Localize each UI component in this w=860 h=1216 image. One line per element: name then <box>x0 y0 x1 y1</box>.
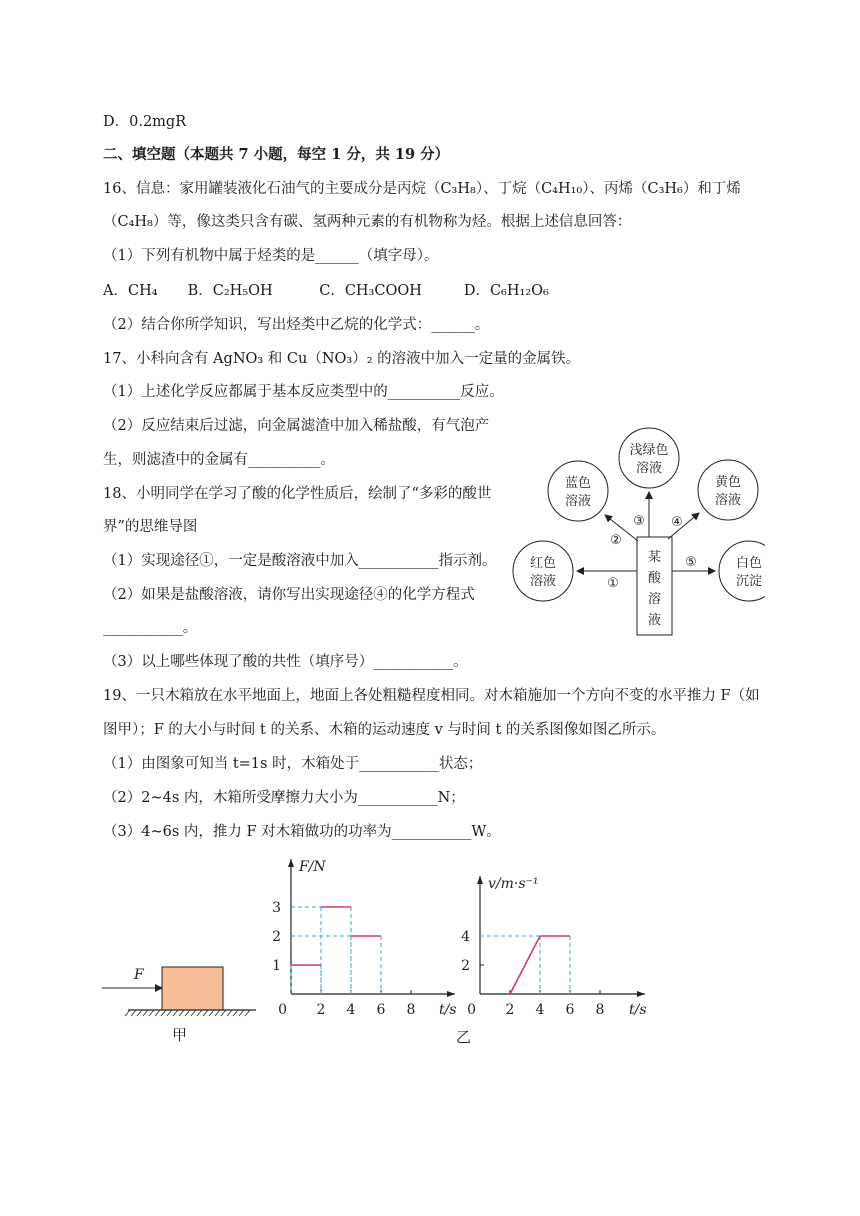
svg-text:红色: 红色 <box>529 556 557 571</box>
caption-jia: 甲 <box>172 1026 188 1044</box>
data-segment <box>510 936 540 994</box>
center-char-1: 某 <box>647 550 662 565</box>
center-char-4: 液 <box>647 613 662 628</box>
section-heading: 二、填空题（本题共 7 小题，每空 1 分，共 19 分） <box>103 146 450 163</box>
svg-text:白色: 白色 <box>735 556 763 571</box>
y-tick-label: 4 <box>461 929 470 945</box>
y-axis-label: F/N <box>299 859 326 875</box>
svg-text:浅绿色: 浅绿色 <box>629 443 669 458</box>
q17-part-2a: （2）反应结束后过滤，向金属滤渣中加入稀盐酸，有气泡产 <box>103 418 490 434</box>
x-axis-label: t/s <box>629 1002 647 1018</box>
svg-text:溶液: 溶液 <box>529 574 557 589</box>
y-tick-label: 2 <box>272 929 281 945</box>
q19-part-3: （3）4~6s 内，推力 F 对木箱做功的功率为___________W。 <box>103 824 501 840</box>
node-lightgreen-solution <box>619 428 679 488</box>
path-label-3: ③ <box>633 514 645 529</box>
q16-option-a: A．CH₄ <box>103 283 158 299</box>
q18-part-1: （1）实现途径①，一定是酸溶液中加入___________指示剂。 <box>103 553 497 569</box>
node-blue-solution <box>548 461 608 521</box>
svg-text:溶液: 溶液 <box>714 493 742 508</box>
svg-text:蓝色: 蓝色 <box>564 476 592 491</box>
y-tick-label: 1 <box>272 958 281 974</box>
velocity-time-graph <box>460 872 660 1025</box>
x-tick-label: 2 <box>316 1002 326 1018</box>
svg-text:沉淀: 沉淀 <box>735 574 763 589</box>
y-tick-label: 3 <box>272 900 281 916</box>
q19-stem-2: 图甲）；F 的大小与时间 t 的关系、木箱的运动速度 v 与时间 t 的关系图像如图乙所示。 <box>103 722 666 738</box>
q16-options <box>103 281 549 301</box>
x-tick-label: 8 <box>595 1002 605 1018</box>
node-yellow-solution <box>698 460 758 520</box>
path-label-4: ④ <box>671 515 683 530</box>
path-label-2: ② <box>610 533 622 548</box>
q17-part-2b: 生，则滤渣中的金属有__________。 <box>103 452 335 468</box>
acid-mind-map <box>505 425 765 640</box>
force-time-graph <box>270 855 460 1025</box>
q19-part-2: （2）2~4s 内，木箱所受摩擦力大小为___________N； <box>103 790 465 806</box>
q18-stem-1: 18、小明同学在学习了酸的化学性质后，绘制了“多彩的酸世 <box>103 486 492 502</box>
x-axis-label: t/s <box>439 1002 457 1018</box>
q17-stem: 17、小科向含有 AgNO₃ 和 Cu（NO₃）₂ 的溶液中加入一定量的金属铁。 <box>103 351 581 367</box>
x-tick-label: 2 <box>505 1002 515 1018</box>
path-label-5: ⑤ <box>685 555 697 570</box>
node-white-precipitate <box>719 541 765 601</box>
floor-hatch <box>125 1010 250 1016</box>
x-tick-label: 6 <box>565 1002 575 1018</box>
caption-yi: 乙 <box>456 1028 472 1046</box>
origin-label: 0 <box>467 1002 476 1018</box>
q16-option-b: B．C₂H₅OH <box>187 283 273 299</box>
option-d: D．0.2mgR <box>103 114 187 130</box>
y-tick-label: 2 <box>461 958 470 974</box>
center-char-3: 溶 <box>647 592 662 607</box>
svg-text:溶液: 溶液 <box>635 461 663 476</box>
q19-part-1: （1）由图象可知当 t=1s 时，木箱处于___________状态； <box>103 756 483 772</box>
force-label: F <box>134 967 144 983</box>
q16-option-c: C．CH₃COOH <box>319 283 422 299</box>
x-tick-label: 4 <box>346 1002 356 1018</box>
q18-part-2b: ___________。 <box>103 620 198 636</box>
x-tick-label: 6 <box>376 1002 386 1018</box>
q16-option-d: D．C₆H₁₂O₆ <box>463 283 549 299</box>
wooden-box <box>162 967 223 1010</box>
q16-part-1: （1）下列有机物中属于烃类的是______（填字母）。 <box>103 248 439 264</box>
origin-label: 0 <box>278 1002 287 1018</box>
q18-part-2a: （2）如果是盐酸溶液，请你写出实现途径④的化学方程式 <box>103 587 475 603</box>
svg-text:黄色: 黄色 <box>714 475 742 490</box>
q19-stem-1: 19、一只木箱放在水平地面上，地面上各处粗糙程度相同。对木箱施加一个方向不变的水平推力 F（如 <box>103 688 760 704</box>
q16-stem-2: （C₄H₈）等，像这类只含有碳、氢两种元素的有机物称为烃。根据上述信息回答： <box>103 214 632 230</box>
q16-part-2: （2）结合你所学知识，写出烃类中乙烷的化学式：______。 <box>103 317 490 333</box>
x-tick-label: 8 <box>406 1002 416 1018</box>
q16-stem-1: 16、信息：家用罐装液化石油气的主要成分是丙烷（C₃H₈）、丁烷（C₄H₁₀）、丙烯（C₃H₆）和丁烯 <box>103 181 741 197</box>
q17-part-1: （1）上述化学反应都属于基本反应类型中的__________反应。 <box>103 384 504 400</box>
svg-text:溶液: 溶液 <box>564 494 592 509</box>
path-label-1: ① <box>607 576 619 591</box>
center-char-2: 酸 <box>647 571 662 586</box>
x-tick-label: 4 <box>535 1002 545 1018</box>
y-axis-label: v/m·s⁻¹ <box>488 876 539 892</box>
node-red-solution <box>513 541 573 601</box>
q18-part-3: （3）以上哪些体现了酸的共性（填序号）___________。 <box>103 654 468 670</box>
q18-stem-2: 界”的思维导图 <box>103 519 198 535</box>
